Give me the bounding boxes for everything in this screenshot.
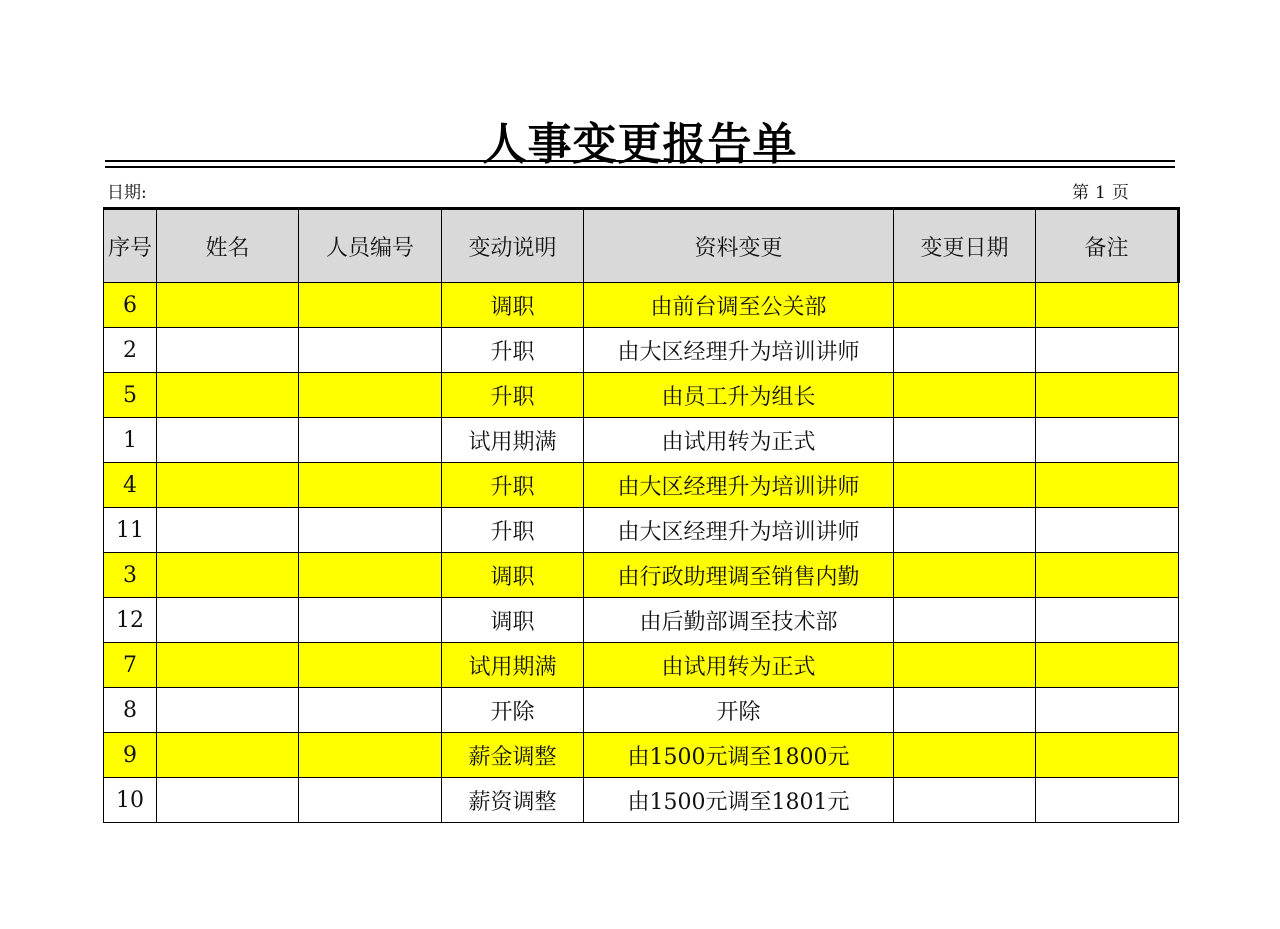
- page-indicator: [1072, 182, 1129, 204]
- cell-change-detail[interactable]: 由试用转为正式: [584, 643, 894, 688]
- cell-remarks[interactable]: [1036, 328, 1179, 373]
- cell-seq[interactable]: 5: [104, 373, 157, 418]
- cell-change-detail[interactable]: 由后勤部调至技术部: [584, 598, 894, 643]
- cell-change-detail[interactable]: 由行政助理调至销售内勤: [584, 553, 894, 598]
- cell-change-date[interactable]: [894, 643, 1036, 688]
- cell-change-type[interactable]: 试用期满: [442, 418, 584, 463]
- table-row: [104, 598, 1179, 643]
- cell-change-detail[interactable]: 由大区经理升为培训讲师: [584, 463, 894, 508]
- cell-employee-id[interactable]: [299, 598, 442, 643]
- cell-seq[interactable]: 10: [104, 778, 157, 823]
- cell-change-detail[interactable]: 由1500元调至1800元: [584, 733, 894, 778]
- cell-change-type[interactable]: 调职: [442, 283, 584, 328]
- cell-change-type[interactable]: 升职: [442, 508, 584, 553]
- header-change-date: 变更日期: [894, 209, 1036, 283]
- cell-change-date[interactable]: [894, 778, 1036, 823]
- header-remarks: 备注: [1036, 209, 1179, 283]
- cell-seq[interactable]: 6: [104, 283, 157, 328]
- table-row: [104, 643, 1179, 688]
- cell-change-date[interactable]: [894, 283, 1036, 328]
- cell-change-type[interactable]: 升职: [442, 373, 584, 418]
- table-header-row: [104, 209, 1179, 283]
- cell-change-date[interactable]: [894, 688, 1036, 733]
- cell-remarks[interactable]: [1036, 463, 1179, 508]
- cell-remarks[interactable]: [1036, 778, 1179, 823]
- cell-change-date[interactable]: [894, 598, 1036, 643]
- personnel-change-table: [103, 207, 1180, 823]
- table-row: [104, 508, 1179, 553]
- cell-change-detail[interactable]: 开除: [584, 688, 894, 733]
- cell-change-type[interactable]: 薪资调整: [442, 778, 584, 823]
- table-row: [104, 733, 1179, 778]
- cell-change-date[interactable]: [894, 553, 1036, 598]
- cell-employee-id[interactable]: [299, 508, 442, 553]
- cell-change-detail[interactable]: 由试用转为正式: [584, 418, 894, 463]
- report-title-text: 人事变更报告单: [482, 119, 798, 170]
- table-row: [104, 778, 1179, 823]
- cell-name[interactable]: [157, 553, 299, 598]
- cell-change-type[interactable]: 开除: [442, 688, 584, 733]
- cell-employee-id[interactable]: [299, 688, 442, 733]
- cell-change-detail[interactable]: 由前台调至公关部: [584, 283, 894, 328]
- cell-employee-id[interactable]: [299, 733, 442, 778]
- cell-remarks[interactable]: [1036, 508, 1179, 553]
- cell-name[interactable]: [157, 688, 299, 733]
- cell-remarks[interactable]: [1036, 373, 1179, 418]
- cell-employee-id[interactable]: [299, 553, 442, 598]
- table-row: [104, 688, 1179, 733]
- cell-name[interactable]: [157, 283, 299, 328]
- table-row: [104, 328, 1179, 373]
- cell-change-detail[interactable]: 由大区经理升为培训讲师: [584, 328, 894, 373]
- cell-seq[interactable]: 9: [104, 733, 157, 778]
- cell-remarks[interactable]: [1036, 553, 1179, 598]
- cell-change-detail[interactable]: 由员工升为组长: [584, 373, 894, 418]
- cell-change-date[interactable]: [894, 463, 1036, 508]
- cell-change-type[interactable]: 调职: [442, 598, 584, 643]
- cell-employee-id[interactable]: [299, 373, 442, 418]
- cell-change-detail[interactable]: 由大区经理升为培训讲师: [584, 508, 894, 553]
- header-employee-id: 人员编号: [299, 209, 442, 283]
- cell-seq[interactable]: 4: [104, 463, 157, 508]
- cell-employee-id[interactable]: [299, 328, 442, 373]
- cell-seq[interactable]: 11: [104, 508, 157, 553]
- cell-change-date[interactable]: [894, 733, 1036, 778]
- cell-employee-id[interactable]: [299, 283, 442, 328]
- cell-change-date[interactable]: [894, 373, 1036, 418]
- cell-name[interactable]: [157, 463, 299, 508]
- cell-change-date[interactable]: [894, 418, 1036, 463]
- cell-employee-id[interactable]: [299, 778, 442, 823]
- cell-remarks[interactable]: [1036, 688, 1179, 733]
- cell-remarks[interactable]: [1036, 733, 1179, 778]
- cell-name[interactable]: [157, 643, 299, 688]
- date-label: 日期:: [107, 183, 147, 203]
- cell-change-type[interactable]: 薪金调整: [442, 733, 584, 778]
- table-row: [104, 373, 1179, 418]
- cell-seq[interactable]: 7: [104, 643, 157, 688]
- cell-remarks[interactable]: [1036, 598, 1179, 643]
- cell-name[interactable]: [157, 418, 299, 463]
- table-row: [104, 283, 1179, 328]
- cell-change-detail[interactable]: 由1500元调至1801元: [584, 778, 894, 823]
- table-body: [104, 283, 1179, 823]
- cell-change-type[interactable]: 调职: [442, 553, 584, 598]
- table-row: [104, 463, 1179, 508]
- cell-employee-id[interactable]: [299, 643, 442, 688]
- cell-name[interactable]: [157, 733, 299, 778]
- table-row: [104, 553, 1179, 598]
- cell-name[interactable]: [157, 508, 299, 553]
- header-seq: 序号: [104, 209, 157, 283]
- cell-change-date[interactable]: [894, 328, 1036, 373]
- page-prefix: 第: [1072, 183, 1089, 203]
- cell-seq[interactable]: 1: [104, 418, 157, 463]
- page-number: 1: [1095, 183, 1106, 203]
- cell-seq[interactable]: 12: [104, 598, 157, 643]
- cell-change-type[interactable]: 升职: [442, 463, 584, 508]
- cell-seq[interactable]: 3: [104, 553, 157, 598]
- cell-change-date[interactable]: [894, 508, 1036, 553]
- header-change-detail: 资料变更: [584, 209, 894, 283]
- page-suffix: 页: [1111, 183, 1129, 203]
- header-change-type: 变动说明: [442, 209, 584, 283]
- cell-remarks[interactable]: [1036, 643, 1179, 688]
- cell-name[interactable]: [157, 598, 299, 643]
- cell-seq[interactable]: 8: [104, 688, 157, 733]
- cell-name[interactable]: [157, 373, 299, 418]
- report-title: [0, 117, 1280, 173]
- cell-change-type[interactable]: 试用期满: [442, 643, 584, 688]
- table-row: [104, 418, 1179, 463]
- cell-remarks[interactable]: [1036, 418, 1179, 463]
- cell-employee-id[interactable]: [299, 463, 442, 508]
- cell-employee-id[interactable]: [299, 418, 442, 463]
- cell-seq[interactable]: 2: [104, 328, 157, 373]
- cell-name[interactable]: [157, 328, 299, 373]
- cell-change-type[interactable]: 升职: [442, 328, 584, 373]
- header-name: 姓名: [157, 209, 299, 283]
- cell-remarks[interactable]: [1036, 283, 1179, 328]
- cell-name[interactable]: [157, 778, 299, 823]
